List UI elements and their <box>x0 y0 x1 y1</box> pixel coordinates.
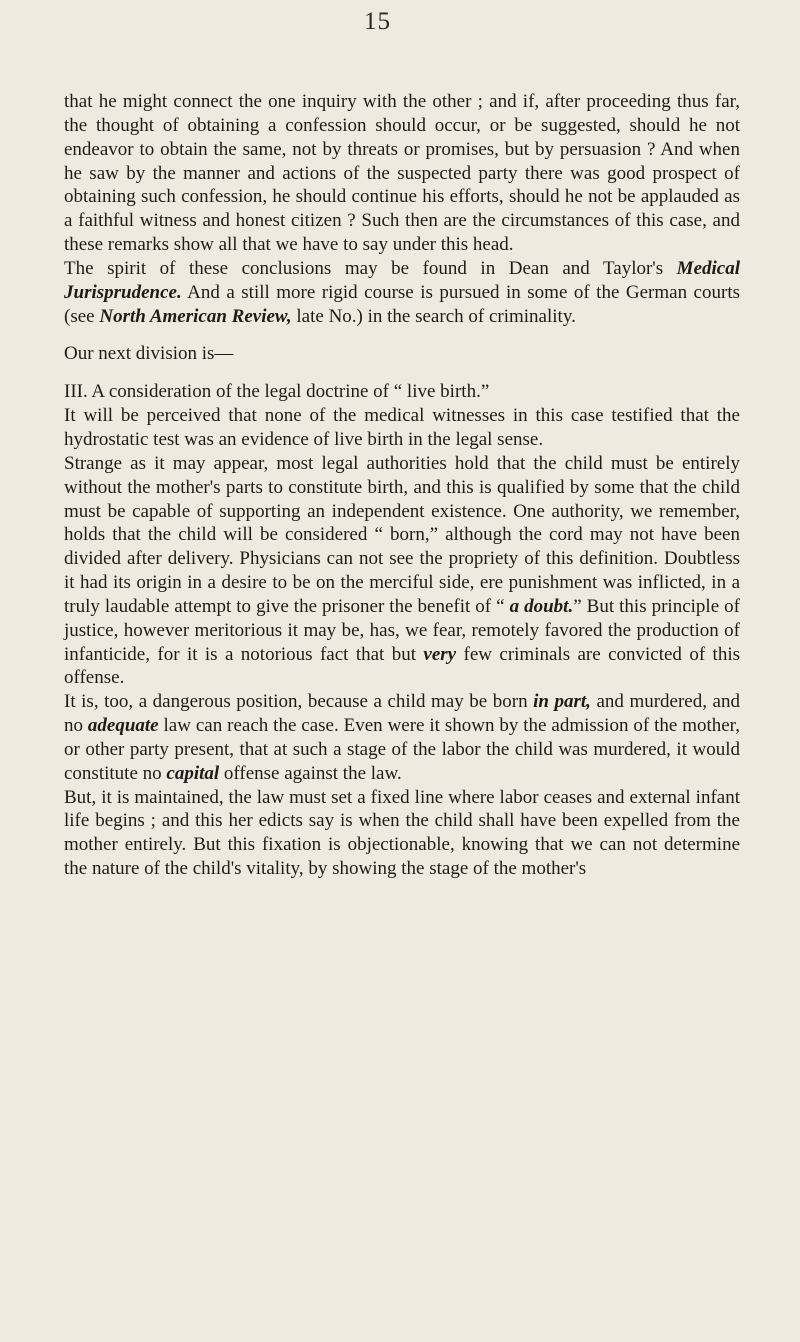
text-segment: ” But this principle of justice, however meritorious it may be, has, we fear, remotely favored the production of infanticide, for it is a notorious fact that but <box>64 595 740 665</box>
text-segment: III. A consideration of the legal doctrine of “ live birth.” <box>64 381 490 403</box>
text-segment: But, it is maintained, the law must set a fixed line where labor ceases and external infant life begins ; and this her edicts say is when the child shall have been expelled from the mother entirely. But this fixation is objectionable, knowing that we can not determine the nature of the child's vitality, by showing the stage of the mother's <box>64 786 740 880</box>
paragraph-5 <box>64 404 740 452</box>
paragraph-1 <box>64 90 740 257</box>
text-segment: The spirit of these conclusions may be found in Dean and Taylor's <box>64 257 677 279</box>
body-text <box>64 90 740 881</box>
text-segment: It will be perceived that none of the medical witnesses in this case testified that the hydrostatic test was an evidence of live birth in the legal sense. <box>64 405 740 450</box>
text-segment: late No.) in the search of criminality. <box>291 305 576 327</box>
emphasis-italic: very <box>423 643 457 665</box>
page-number: 15 <box>364 8 391 35</box>
emphasis-italic: capital <box>166 762 220 784</box>
journal-title-italic: North American Review, <box>99 305 292 327</box>
emphasis-italic: adequate <box>87 715 159 737</box>
paragraph-2 <box>64 257 740 329</box>
paragraph-7 <box>64 690 740 785</box>
paragraph-6 <box>64 452 740 690</box>
paragraph-3 <box>64 342 740 366</box>
text-segment: Our next division is— <box>64 343 234 365</box>
text-segment: It is, too, a dangerous position, because a child may be born <box>64 691 534 713</box>
text-segment: Strange as it may appear, most legal authorities hold that the child must be entirely without the mother's parts to constitute birth, and this is qualified by some that the child must be capable of supporting an independent existence. One authority, we remember, holds that the child will be considered “ born,” although the cord may not have been divided after delivery. Physicians can not see the propriety of this definition. Doubtless it had its origin in a desire to be on the merciful side, ere punishment was inflicted, in a truly laudable attempt to give the prisoner the benefit of “ <box>64 452 740 617</box>
text-segment: And a still more rigid course is pursued in some of the German courts (see <box>64 281 740 327</box>
emphasis-italic: in part, <box>533 691 591 713</box>
text-segment: offense against the law. <box>219 762 402 784</box>
paragraph-8 <box>64 786 740 881</box>
emphasis-italic: a doubt. <box>509 595 574 617</box>
section-heading-iii <box>64 380 740 404</box>
book-title-italic: Medical Jurisprudence. <box>64 257 740 303</box>
text-segment: law can reach the case. Even were it shown by the admission of the mother, or other party present, that at such a stage of the labor the child was murdered, it would constitute no <box>64 715 740 784</box>
text-segment: that he might connect the one inquiry with the other ; and if, after proceeding thus far, the thought of obtaining a confession should occur, or be suggested, should he not endeavor to obtain the same, not by threats or promises, but by persuasion ? And when he saw by the manner and actions of the suspected party there was good prospect of obtaining such confession, he should continue his efforts, should he not be applauded as a faithful witness and honest citizen ? Such then are the circumstances of this case, and these remarks show all that we have to say under this head. <box>64 91 740 256</box>
text-segment: few criminals are convicted of this offense. <box>64 643 740 689</box>
text-segment: and murdered, and no <box>64 691 740 737</box>
